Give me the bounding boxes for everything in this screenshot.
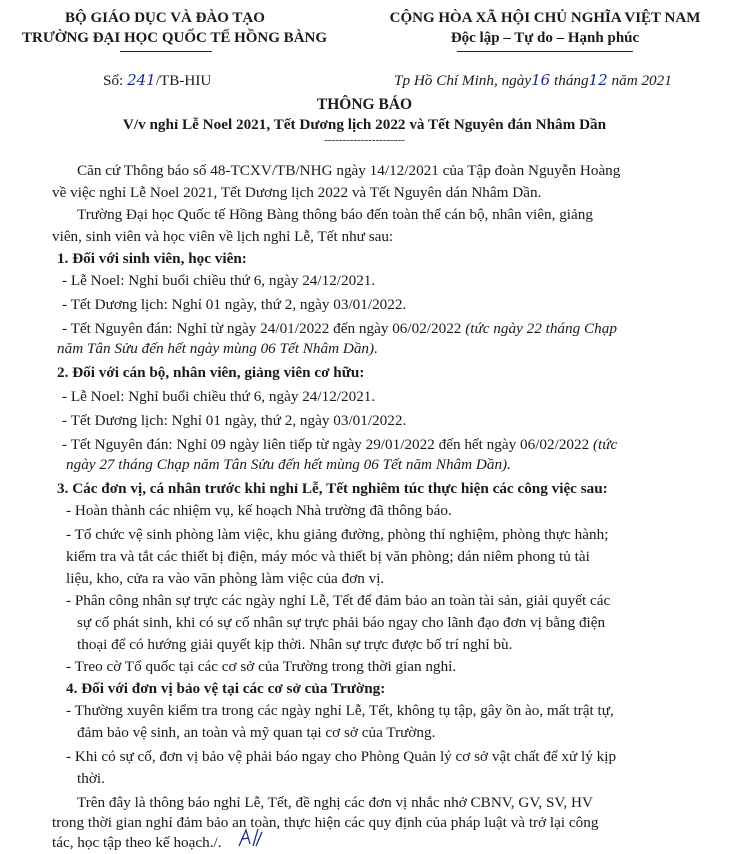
place-date [394, 69, 672, 92]
section-2-item-1: - Lễ Noel: Nghỉ buổi chiều thứ 6, ngày 24/12/2021. [62, 388, 376, 405]
notice-title: THÔNG BÁO [316, 96, 413, 113]
year-label: năm 2021 [611, 72, 672, 89]
document-number [103, 69, 211, 92]
intro-line-2: về việc nghỉ Lễ Noel 2021, Tết Dương lịch 2022 và Tết Nguyên dán Nhâm Dần. [52, 184, 542, 201]
section-3-item-2-l3: liệu, kho, cửa ra vào văn phòng làm việc của đơn vị. [66, 570, 385, 587]
section-3-item-3-l1: - Phân công nhân sự trực các ngày nghỉ Lễ, Tết để đảm bảo an toàn tài sản, giải quyết các [66, 592, 611, 609]
date-month: 12 [588, 71, 608, 89]
number-value: 241 [127, 71, 156, 89]
header-right-rule [457, 51, 633, 52]
section-2-item-3-cont: ngày 27 tháng Chạp năm Tân Sửu đến hết mùng 06 Tết năm Nhâm Dần). [66, 456, 511, 473]
date-day: 16 [531, 71, 551, 89]
intro-line-3: Trường Đại học Quốc tế Hồng Bàng thông báo đến toàn thể cán bộ, nhân viên, giảng [77, 206, 593, 223]
closing-line-2: trong thời gian nghỉ đảm bảo an toàn, thực hiện các quy định của pháp luật và trở lại công [52, 814, 599, 831]
section-1-item-2: - Tết Dương lịch: Nghỉ 01 ngày, thứ 2, ngày 03/01/2022. [62, 296, 407, 313]
section-4-item-2-l1: - Khi có sự cố, đơn vị bảo vệ phải báo ngay cho Phòng Quản lý cơ sở vật chất để xử lý kịp [66, 748, 617, 765]
republic-name: CỘNG HÒA XÃ HỘI CHỦ NGHĨA VIỆT NAM [389, 10, 701, 26]
section-1-item-1: - Lễ Noel: Nghỉ buổi chiều thứ 6, ngày 24/12/2021. [62, 272, 376, 289]
initials-signature [236, 826, 264, 850]
closing-line-3: tác, học tập theo kế hoạch./. [52, 834, 222, 851]
section-2-item-3-text: - Tết Nguyên đán: Nghỉ 09 ngày liên tiếp từ ngày 29/01/2022 đến hết ngày 06/02/2022 [62, 436, 590, 453]
section-3-item-1: - Hoàn thành các nhiệm vụ, kế hoạch Nhà trường đã thông báo. [66, 502, 452, 519]
section-3-item-4: - Treo cờ Tổ quốc tại các cơ sở của Trường trong thời gian nghỉ. [66, 658, 457, 675]
section-3-item-2-l1: - Tổ chức vệ sinh phòng làm việc, khu giảng đường, phòng thí nghiệm, phòng thực hành; [66, 526, 609, 543]
section-1-item-3-note: (tức ngày 22 tháng Chạp [465, 320, 617, 337]
number-suffix: /TB-HIU [155, 72, 212, 89]
number-label: Số: [103, 72, 124, 89]
section-1-title: 1. Đối với sinh viên, học viên: [57, 250, 247, 267]
intro-line-1: Căn cứ Thông báo số 48-TCXV/TB/NHG ngày 14/12/2021 của Tập đoàn Nguyễn Hoàng [77, 162, 621, 179]
section-4-title: 4. Đối với đơn vị bảo vệ tại các cơ sở của Trường: [66, 680, 386, 697]
section-2-item-3-note: (tức [593, 436, 618, 453]
section-3-item-3-l2: sự cố phát sinh, khi có sự cố nhân sự trực phải báo ngay cho lãnh đạo đơn vị bằng điện [77, 614, 606, 631]
national-motto: Độc lập – Tự do – Hạnh phúc [450, 30, 640, 46]
notice-subject: V/v nghỉ Lễ Noel 2021, Tết Dương lịch 2022 và Tết Nguyên đán Nhâm Dần [122, 116, 607, 133]
university-name: TRƯỜNG ĐẠI HỌC QUỐC TẾ HỒNG BÀNG [22, 30, 328, 46]
place-date-prefix: Tp Hồ Chí Minh, ngày [394, 72, 532, 89]
section-4-item-2-l2: thời. [77, 770, 105, 787]
section-3-item-3-l3: thoại để có hướng giải quyết kịp thời. Nhân sự trực được bố trí nghỉ bù. [77, 636, 513, 653]
section-3-item-2-l2: kiểm tra và tắt các thiết bị điện, máy móc và thiết bị văn phòng; dán niêm phong tủ tài [66, 548, 590, 565]
intro-line-4: viên, sinh viên và học viên về lịch nghỉ Lễ, Tết như sau: [52, 228, 394, 245]
header-left-rule [120, 51, 212, 52]
section-3-title: 3. Các đơn vị, cá nhân trước khi nghỉ Lễ, Tết nghiêm túc thực hiện các công việc sau: [57, 480, 608, 497]
section-4-item-1-l2: đảm bảo vệ sinh, an toàn và mỹ quan tại cơ sở của Trường. [77, 724, 436, 741]
section-2-item-3 [62, 434, 617, 456]
section-4-item-1-l1: - Thường xuyên kiểm tra trong các ngày nghỉ Lễ, Tết, không tụ tập, gây ồn ào, mất trật tự, [66, 702, 614, 719]
ministry-name: BỘ GIÁO DỤC VÀ ĐÀO TẠO [65, 10, 265, 26]
section-2-title: 2. Đối với cán bộ, nhân viên, giảng viên cơ hữu: [57, 364, 365, 381]
section-1-item-3-cont: năm Tân Sửu đến hết ngày mùng 06 Tết Nhâm Dần). [57, 340, 378, 357]
section-1-item-3 [62, 318, 617, 340]
section-1-item-3-text: - Tết Nguyên đán: Nghỉ từ ngày 24/01/2022 đến ngày 06/02/2022 [62, 320, 462, 337]
title-divider: ---------------------- [324, 134, 405, 146]
month-label: tháng [554, 72, 589, 89]
section-2-item-2: - Tết Dương lịch: Nghỉ 01 ngày, thứ 2, ngày 03/01/2022. [62, 412, 407, 429]
closing-line-1: Trên đây là thông báo nghỉ Lễ, Tết, đề nghị các đơn vị nhắc nhở CBNV, GV, SV, HV [77, 794, 593, 811]
